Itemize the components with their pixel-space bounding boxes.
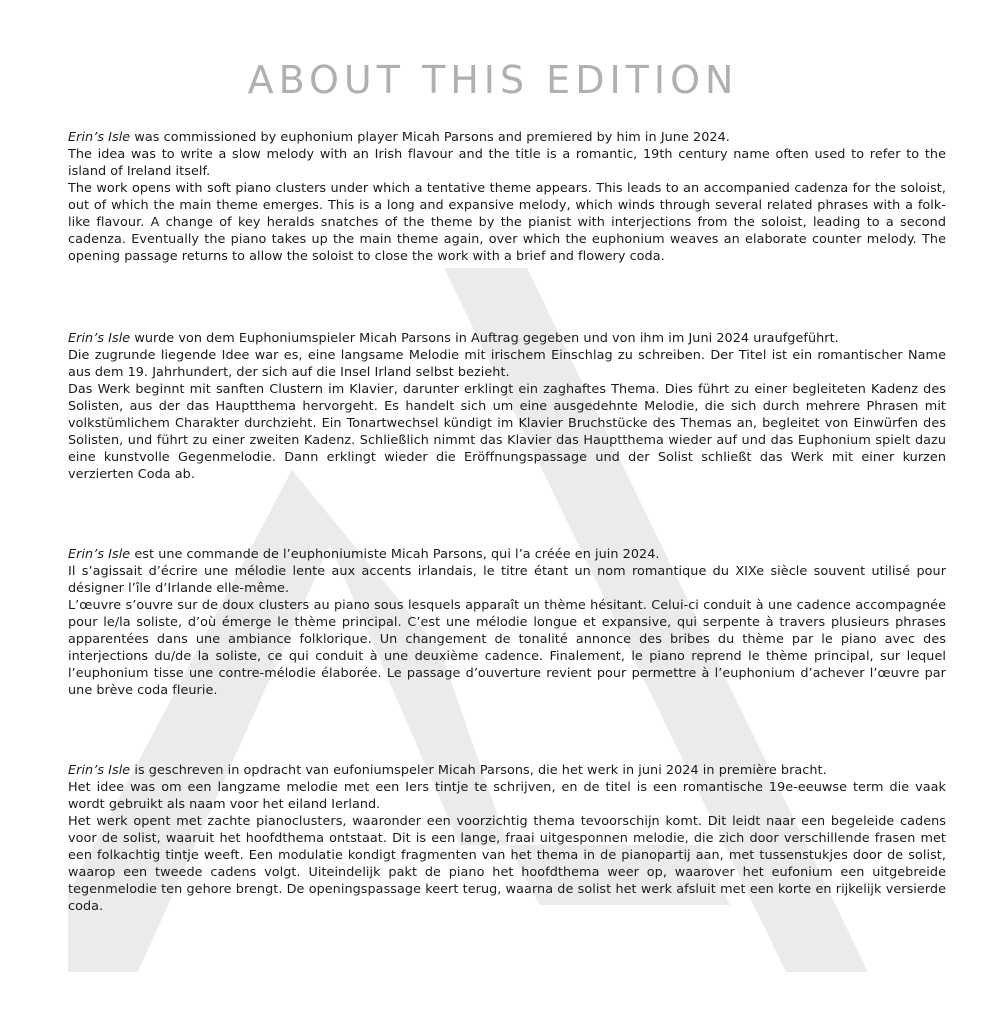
description-paragraph: L’œuvre s’ouvre sur de doux clusters au piano sous lesquels apparaît un thème hésitant. Celui-ci conduit à une cadence accompagnée pour le/la soliste, d’où émerge le thème principal. C’est une mélodie longue et expansive, qui serpente à travers plusieurs phrases apparentées dans une ambiance folklorique. Un changement de tonalité annonce des bribes du thème par le piano avec des interjections du/de la soliste, ce qui conduit à une deuxième cadence. Finalement, le piano reprend le thème principal, sur lequel l’euphonium tisse une contre-mélodie élaborée. Le passage d’ouverture revient pour permettre à l’euphonium d’achever l’œuvre par une brève coda fleurie.	[68, 598, 946, 698]
description-paragraph: Das Werk beginnt mit sanften Clustern im Klavier, darunter erklingt ein zaghaftes Thema. Dies führt zu einer begleiteten Kadenz des Solisten, aus der das Hauptthema hervorgeht. Es handelt sich um eine ausgedehnte Melodie, die sich durch mehrere Phrasen mit volkstümlichem Charakter durchzieht. Ein Tonartwechsel kündigt im Klavier Bruchstücke des Themas an, begleitet von Einwürfen des Solisten, und führt zu einer zweiten Kadenz. Schließlich nimmt das Klavier das Hauptthema wieder auf und das Euphonium spielt dazu eine kunstvolle Gegenmelodie. Dann erklingt wieder die Eröffnungspassage und der Solist schließt das Werk mit einer kurzen verzierten Coda ab.	[68, 382, 946, 482]
idea-paragraph: Il s’agissait d’écrire une mélodie lente aux accents irlandais, le titre étant un nom romantique du XIXe siècle souvent utilisé pour désigner l’île d’Irlande elle-même.	[68, 564, 946, 596]
idea-paragraph: Die zugrunde liegende Idee war es, eine langsame Melodie mit irischem Einschlag zu schreiben. Der Titel ist ein romantischer Name aus dem 19. Jahrhundert, der sich auf die Insel Irland selbst bezieht.	[68, 348, 946, 380]
intro-text: is geschreven in opdracht van eufoniumspeler Micah Parsons, die het werk in juni 2024 in première bracht.	[130, 763, 827, 778]
idea-paragraph: The idea was to write a slow melody with an Irish flavour and the title is a romantic, 19th century name often used to refer to the island of Ireland itself.	[68, 147, 946, 179]
idea-paragraph: Het idee was om een langzame melodie met een Iers tintje te schrijven, en de titel is een romantische 19e-eeuwse term die vaak wordt gebruikt als naam voor het eiland Ierland.	[68, 780, 946, 812]
section-dutch	[68, 762, 946, 915]
work-title: Erin’s Isle	[68, 547, 131, 562]
intro-paragraph	[68, 546, 946, 563]
intro-text: est une commande de l’euphoniumiste Micah Parsons, qui l’a créée en juin 2024.	[130, 547, 660, 562]
description-paragraph: The work opens with soft piano clusters under which a tentative theme appears. This leads to an accompanied cadenza for the soloist, out of which the main theme emerges. This is a long and expansive melody, which winds through several related phrases with a folk-like flavour. A change of key heralds snatches of the theme by the pianist with interjections from the soloist, leading to a second cadenza. Eventually the piano takes up the main theme again, over which the euphonium weaves an elaborate counter melody. The opening passage returns to allow the soloist to close the work with a brief and flowery coda.	[68, 181, 946, 264]
intro-paragraph	[68, 129, 946, 146]
section-german	[68, 330, 946, 483]
intro-paragraph	[68, 762, 946, 779]
section-french	[68, 546, 946, 699]
page-title: ABOUT THIS EDITION	[247, 58, 739, 102]
intro-text: was commissioned by euphonium player Micah Parsons and premiered by him in June 2024.	[130, 130, 730, 145]
work-title: Erin’s Isle	[68, 331, 131, 346]
intro-text: wurde von dem Euphoniumspieler Micah Parsons in Auftrag gegeben und von ihm im Juni 2024 uraufgeführt.	[130, 331, 839, 346]
work-title: Erin’s Isle	[68, 763, 131, 778]
description-paragraph: Het werk opent met zachte pianoclusters, waaronder een voorzichtig thema tevoorschijn komt. Dit leidt naar een begeleide cadens voor de solist, waaruit het hoofdthema ontstaat. Dit is een lange, fraai uitgesponnen melodie, die zich door verschillende frasen met een folkachtig tintje weeft. Een modulatie kondigt fragmenten van het thema in de pianopartij aan, met tussenstukjes door de solist, waarop een tweede cadens volgt. Uiteindelijk pakt de piano het hoofdthema weer op, waarover het eufonium een uitgebreide tegenmelodie ten gehore brengt. De openingspassage keert terug, waarna de solist het werk afsluit met een korte en rijkelijk versierde coda.	[68, 814, 946, 914]
intro-paragraph	[68, 330, 946, 347]
section-english	[68, 129, 946, 265]
work-title: Erin’s Isle	[68, 130, 131, 145]
